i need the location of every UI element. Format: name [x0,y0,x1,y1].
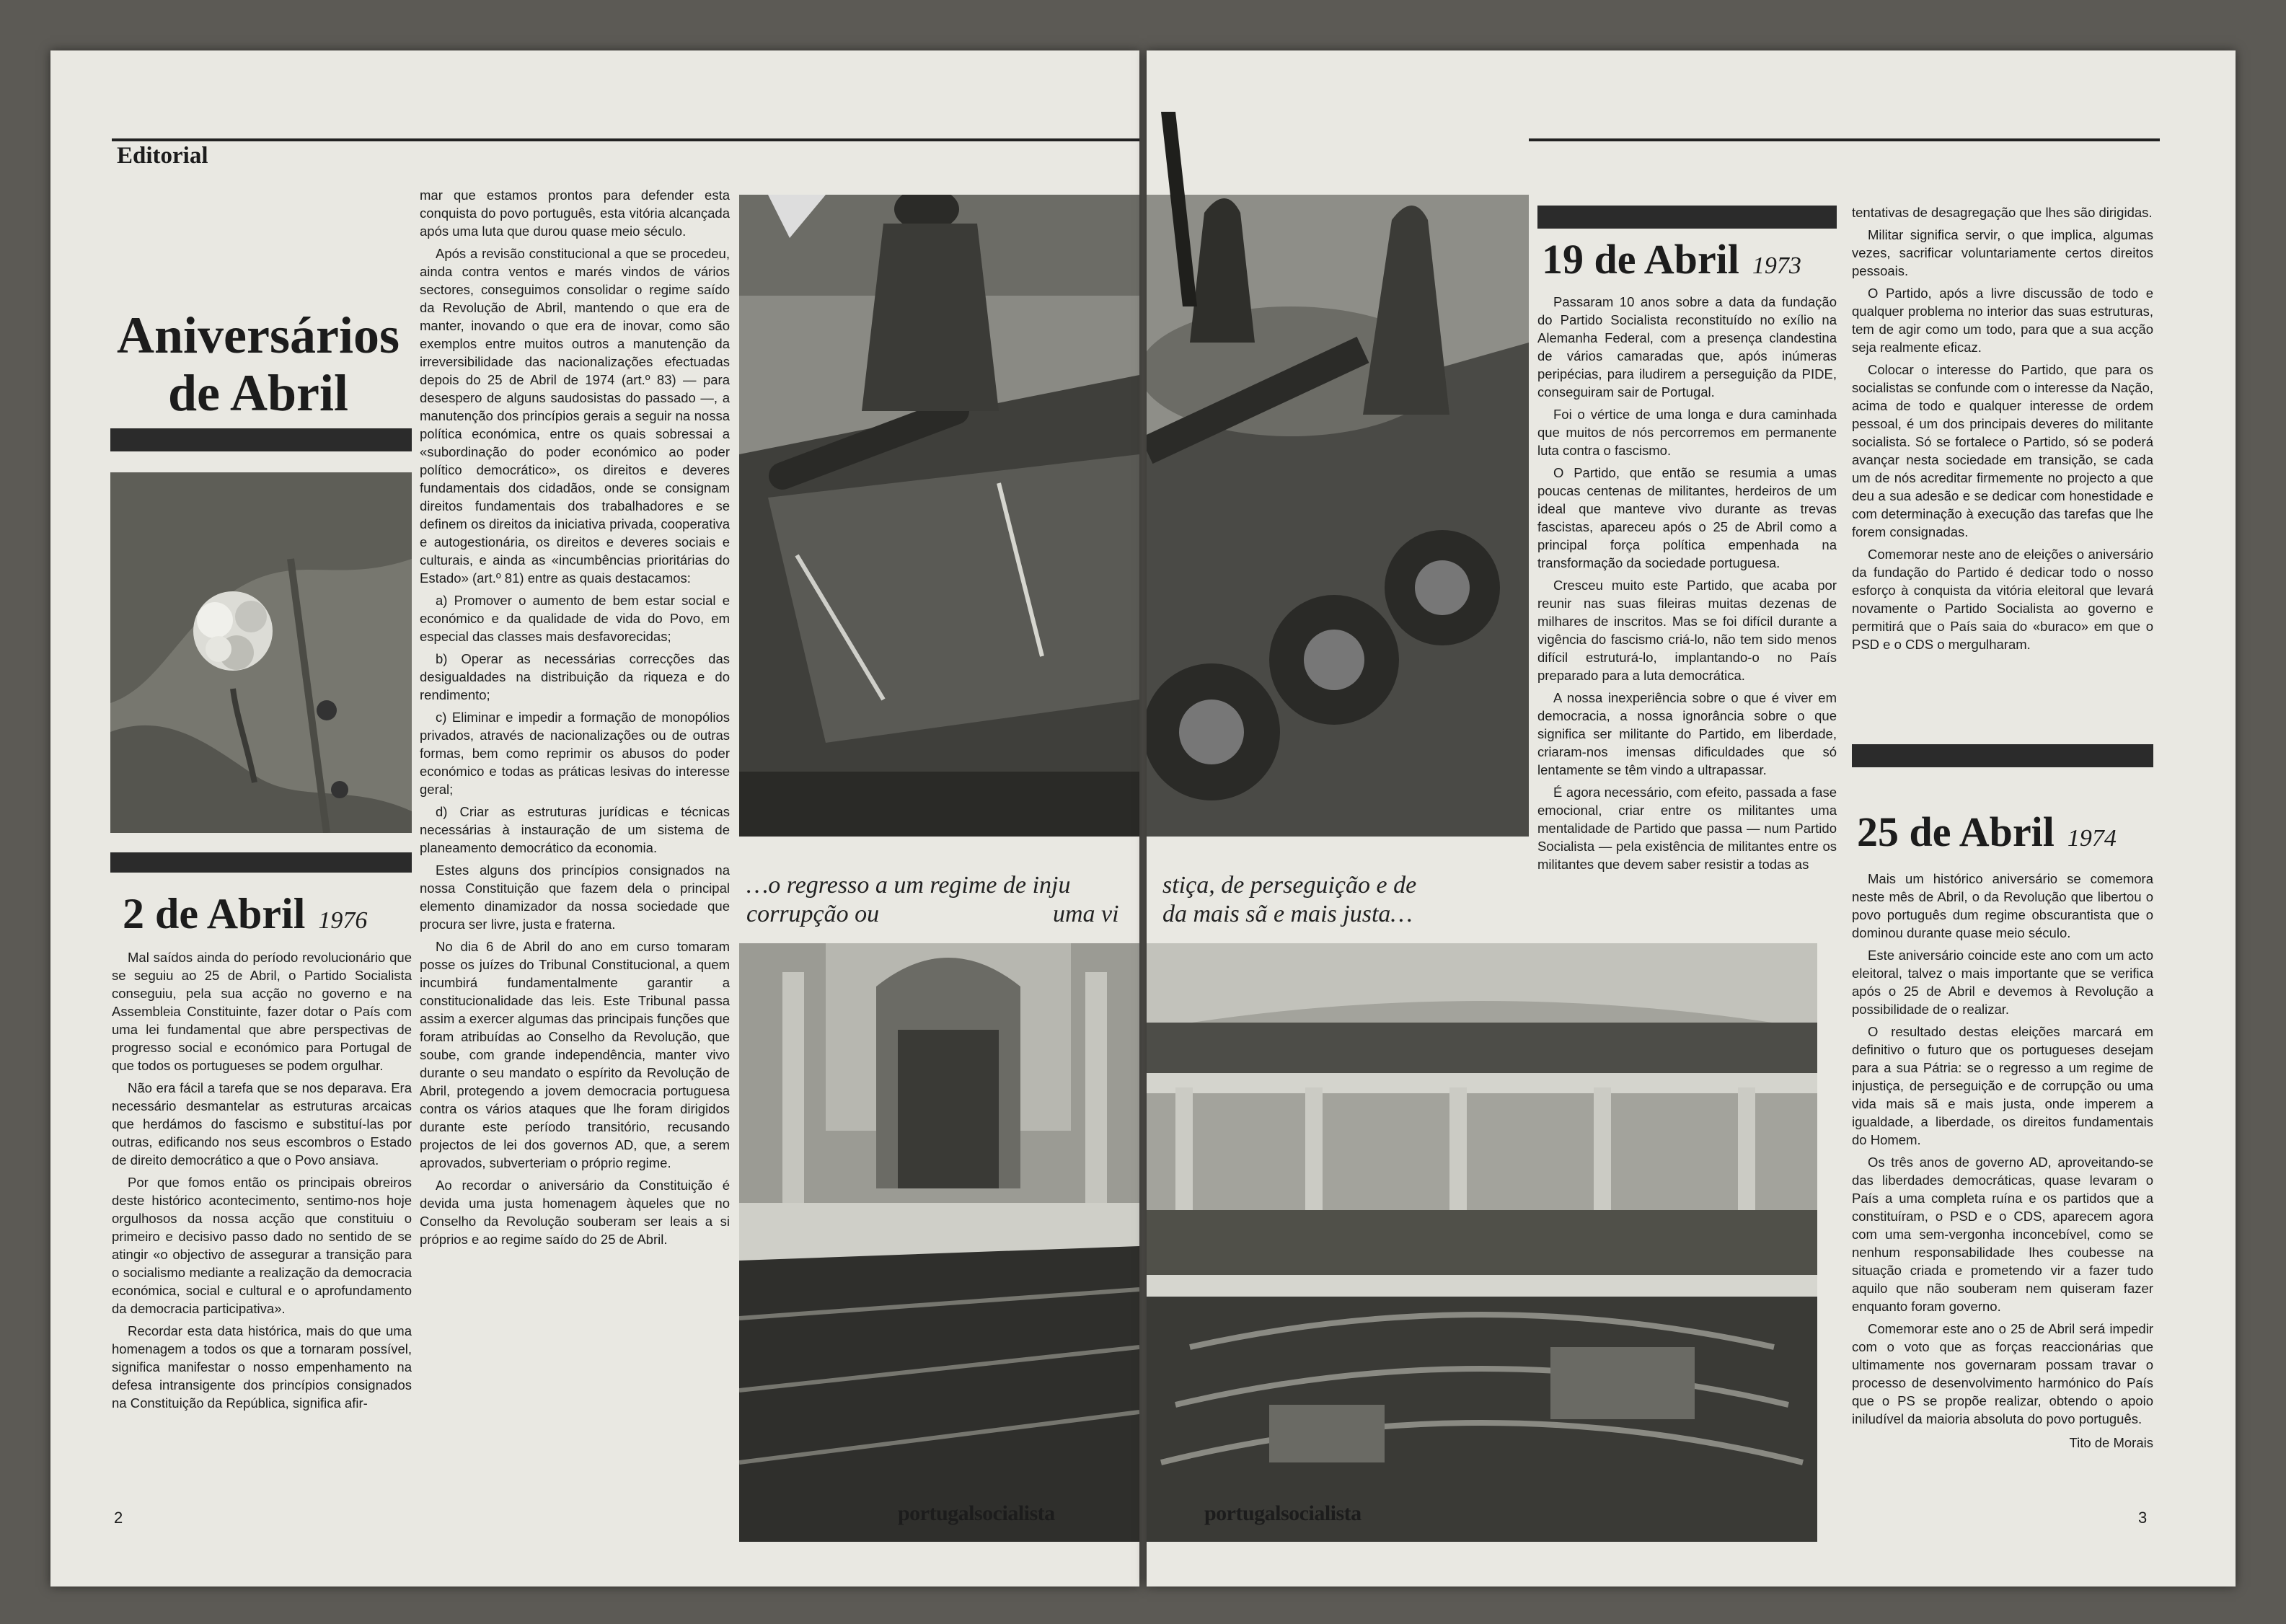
article2-title [1857,809,2117,862]
paragraph: Comemorar este ano o 25 de Abril será impedir com o voto que as forças reaccionárias que ultimamente nos governaram possam travar o processo de desenvolvimento harmónico do País que o PS se propõe realizar, obtendo o apoio iniludível da maioria absoluta do povo português. [1852,1321,2153,1426]
page-number-right: 3 [2138,1509,2148,1527]
author-signature: Tito de Morais [2069,1435,2153,1450]
paragraph: Recordar esta data histórica, mais do que uma homenagem a todos os que a tornaram possível, significa manifestar o nosso empenhamento na defesa intransigente dos princípios consignados na Constituição da República, significa afir- [112,1323,412,1411]
article1-title [1542,237,1801,289]
headline-line-2: de Abril [167,364,349,422]
footer-brand-left: portugalsocialista [898,1501,1055,1525]
left-page [50,50,1139,1587]
article-column-3 [1537,293,1837,878]
caption-left-line-2b: uma vi [1053,901,1119,927]
caption-right-line-2: da mais sã e mais justa… [1162,901,1413,927]
headline-bar [110,428,412,451]
article-title-2-abril [123,891,367,944]
header-rule [112,138,1139,141]
article-year: 1976 [318,907,368,934]
headline [107,306,410,422]
article-column-2 [420,186,730,1253]
right-page [1147,50,2236,1587]
article1-year: 1973 [1752,252,1801,279]
headline-line-1: Aniversários [117,306,400,364]
paragraph: Cresceu muito este Partido, que acaba por reunir nas suas fileiras muitas dezenas de milhares de inscritos. Mas se foi difícil durante a vigência do fascismo criá-lo, não tem sido menos difícil estruturá-lo, implantando-o no País preparado para a luta democrática. [1537,578,1837,683]
paragraph: Mal saídos ainda do período revolucionário que se seguiu ao 25 de Abril, o Partido Socialista conseguiu, pela sua acção no governo e na Assembleia Constituinte, fazer dotar o País com uma lei fundamental que abre perspectivas de progresso social e económico para Portugal de que todos os portugueses se podem orgulhar. [112,950,412,1073]
article1-bar [1537,206,1837,229]
paragraph: Após a revisão constitucional a que se procedeu, ainda contra ventos e marés vindos de vários sectores, conseguimos consolidar o regime saído da Revolução de Abril, mantendo o que era de manter, inovando o que era de inovar, como são exemplos entre muitos outros a manutenção da irreversibilidade das nacionalizações efectuadas depois do 25 de Abril de 1974 (art.º 83) — para desespero de alguns saudosistas do passado —, a manutenção dos princípios gerais a seguir na nossa política económica, entre os quais sobressai a «subordinação do poder económico ao poder político democrático», os direitos e deveres fundamentais dos cidadãos, onde se consignam direitos fundamentais dos trabalhadores e se definem os direitos da iniciativa privada, cooperativa e autogestionária, os direitos e deveres sociais e culturais, e ainda as «incumbências prioritárias do Estado» (art.º 81) entre as quais destacamos: [420,246,730,586]
paragraph: O Partido, que então se resumia a umas poucas centenas de militantes, herdeiros de um ideal que manteve vivo durante as trevas fascistas, apareceu após o 25 de Abril como a principal força política empenhada na transformação da sociedade portuguesa. [1537,465,1837,570]
caption-left-line-2a: corrupção ou [746,901,880,927]
article2-title-text: 25 de Abril [1857,808,2055,855]
tank-photo-left [739,195,1139,837]
paragraph: Os três anos de governo AD, aproveitando-se das liberdades democráticas, quase levaram o País a uma completa ruína e os partidos que a constituíram, o PSD e o CDS, aparecem agora com uma sem-vergonha inconcebível, como se nenhum responsabilidade lhes coubesse na situação criada e prometendo vir a fazer tudo aquilo que não souberam nem quiseram fazer enquanto foram governo. [1852,1155,2153,1314]
parliament-photo-left [739,943,1139,1542]
paragraph: Ao recordar o aniversário da Constituição é devida uma justa homenagem àqueles que no Conselho da Revolução souberam ser leais a si próprios e ao regime saído do 25 de Abril. [420,1178,730,1247]
paragraph: tentativas de desagregação que lhes são dirigidas. [1852,205,2153,220]
footer-brand-right: portugalsocialista [1204,1501,1362,1525]
tank-photo-right [1147,112,1529,837]
paragraph: a) Promover o aumento de bem estar social e económico e da qualidade de vida do Povo, em especial das classes mais desfavorecidas; [420,593,730,644]
article-title-text: 2 de Abril [123,890,306,937]
article-column-4b [1852,870,2153,1456]
paragraph: mar que estamos prontos para defender esta conquista do povo português, esta vitória alcançada após uma luta que durou quase meio século. [420,187,730,239]
paragraph: b) Operar as necessárias correcções das desigualdades na distribuição da riqueza e do rendimento; [420,651,730,702]
paragraph: Não era fácil a tarefa que se nos deparava. Era necessário desmantelar as estruturas arcaicas que herdámos do fascismo e substituí-las por outras, edificando nos seus escombros o Estado de direito democrático a que o Povo ansiava. [112,1080,412,1168]
article-bar [110,852,412,873]
article-column-4a [1852,203,2153,658]
paragraph: Este aniversário coincide este ano com um acto eleitoral, talvez o mais importante que se verifica após o 25 de Abril e devemos à Revolução a possibilidade de o realizar. [1852,948,2153,1017]
paragraph: Por que fomos então os principais obreiros deste histórico acontecimento, sentimo-nos hoje orgulhosos da nossa acção que constituiu o primeiro e decisivo passo dado no sentido de se atingir «o objectivo de assegurar a transição para o socialismo mediante a realização da democracia económica, social e cultural e o aprofundamento da democracia participativa». [112,1175,412,1316]
paragraph: Foi o vértice de uma longa e dura caminhada que muitos de nós percorremos em permanente luta contra o fascismo. [1537,407,1837,458]
paragraph: O resultado destas eleições marcará em definitivo o futuro que os portugueses desejam para a sua Pátria: se o regresso a um regime de injustiça, de perseguição e de corrupção ou uma vida mais sã e mais justa, onde imperem a igualdade, a liberdade, os direitos fundamentais do Homem. [1852,1024,2153,1147]
paragraph: É agora necessário, com efeito, passada a fase emocional, criar entre os militantes uma mentalidade de Partido que passa — num Partido Socialista — pela existência de militantes entre os militantes que devem saber resistir a todas as [1537,785,1837,872]
carnation-photo [110,472,412,833]
page-number-left: 2 [114,1509,123,1527]
paragraph: Estes alguns dos princípios consignados na nossa Constituição que fazem dela o principal elemento dinamizador da nossa sociedade que procura ser livre, justa e fraterna. [420,862,730,932]
paragraph: Colocar o interesse do Partido, que para os socialistas se confunde com o interesse da Nação, acima de todo e qualquer interesse de ordem pessoal, é um dos principais deveres do militante socialista. Só se fortalece o Partido, só se poderá avançar nesta sociedade em transição, se cada um de nós acreditar firmemente no projecto a que deu a sua adesão e se dedicar com honestidade e com determinação à execução das tarefas que lhe forem consignadas. [1852,362,2153,539]
caption-right-line-1: stiça, de perseguição e de [1162,872,1417,899]
article1-title-text: 19 de Abril [1542,236,1739,283]
paragraph: Mais um histórico aniversário se comemora neste mês de Abril, o da Revolução que libertou o povo português dum regime obscurantista que o dominou durante quase meio século. [1852,871,2153,940]
paragraph: d) Criar as estruturas jurídicas e técnicas necessárias à instauração de um sistema de planeamento democrático da economia. [420,804,730,855]
article2-bar [1852,744,2153,767]
paragraph: A nossa inexperiência sobre o que é viver em democracia, a nossa ignorância sobre o que significa ser militante do Partido, em liberdade, criaram-nos imensas dificuldades que só lentamente se têm vindo a ultrapassar. [1537,690,1837,777]
paragraph: Passaram 10 anos sobre a data da fundação do Partido Socialista reconstituído no exílio na Alemanha Federal, com a presença clandestina de vários camaradas que, após inúmeras peripécias, para iludirem a perseguição da PIDE, conseguiram sair de Portugal. [1537,294,1837,400]
parliament-photo-right [1147,943,1817,1542]
paragraph: Comemorar neste ano de eleições o aniversário da fundação do Partido é dedicar todo o nosso esforço à conquista da vitória eleitoral que levará novamente o Partido Socialista ao governo e permitirá que o País saia do «buraco» em que o PSD e o CDS o mergulharam. [1852,547,2153,652]
section-label: Editorial [117,143,208,169]
article2-year: 1974 [2067,825,2117,852]
paragraph: Militar significa servir, o que implica, algumas vezes, sacrificar voluntariamente certos direitos pessoais. [1852,227,2153,278]
paragraph: No dia 6 de Abril do ano em curso tomaram posse os juízes do Tribunal Constitucional, a quem incumbirá fundamentalmente garantir a constitucionalidade das leis. Este Tribunal passa assim a exercer algumas das principais funções que foram atribuídas ao Conselho da Revolução, que soube, com grande independência, manter vivo durante o seu mandato o espírito da Revolução de Abril, protegendo a jovem democracia portuguesa contra os vários ataques que lhe foram dirigidos durante este período transitório, recusando projectos de lei dos governos AD, que, a serem aprovados, subverteriam o próprio regime. [420,939,730,1170]
paragraph: O Partido, após a livre discussão de todo e qualquer problema no interior das suas estruturas, tem de agir como um todo, para que a sua acção seja realmente eficaz. [1852,286,2153,355]
article-column-1 [112,948,412,1416]
paragraph: c) Eliminar e impedir a formação de monopólios privados, através de nacionalizações ou de outras formas, bem como reprimir os abusos do poder económico e todas as práticas lesivas do interesse geral; [420,710,730,797]
caption-left-line-1: …o regresso a um regime de inju [746,872,1071,899]
